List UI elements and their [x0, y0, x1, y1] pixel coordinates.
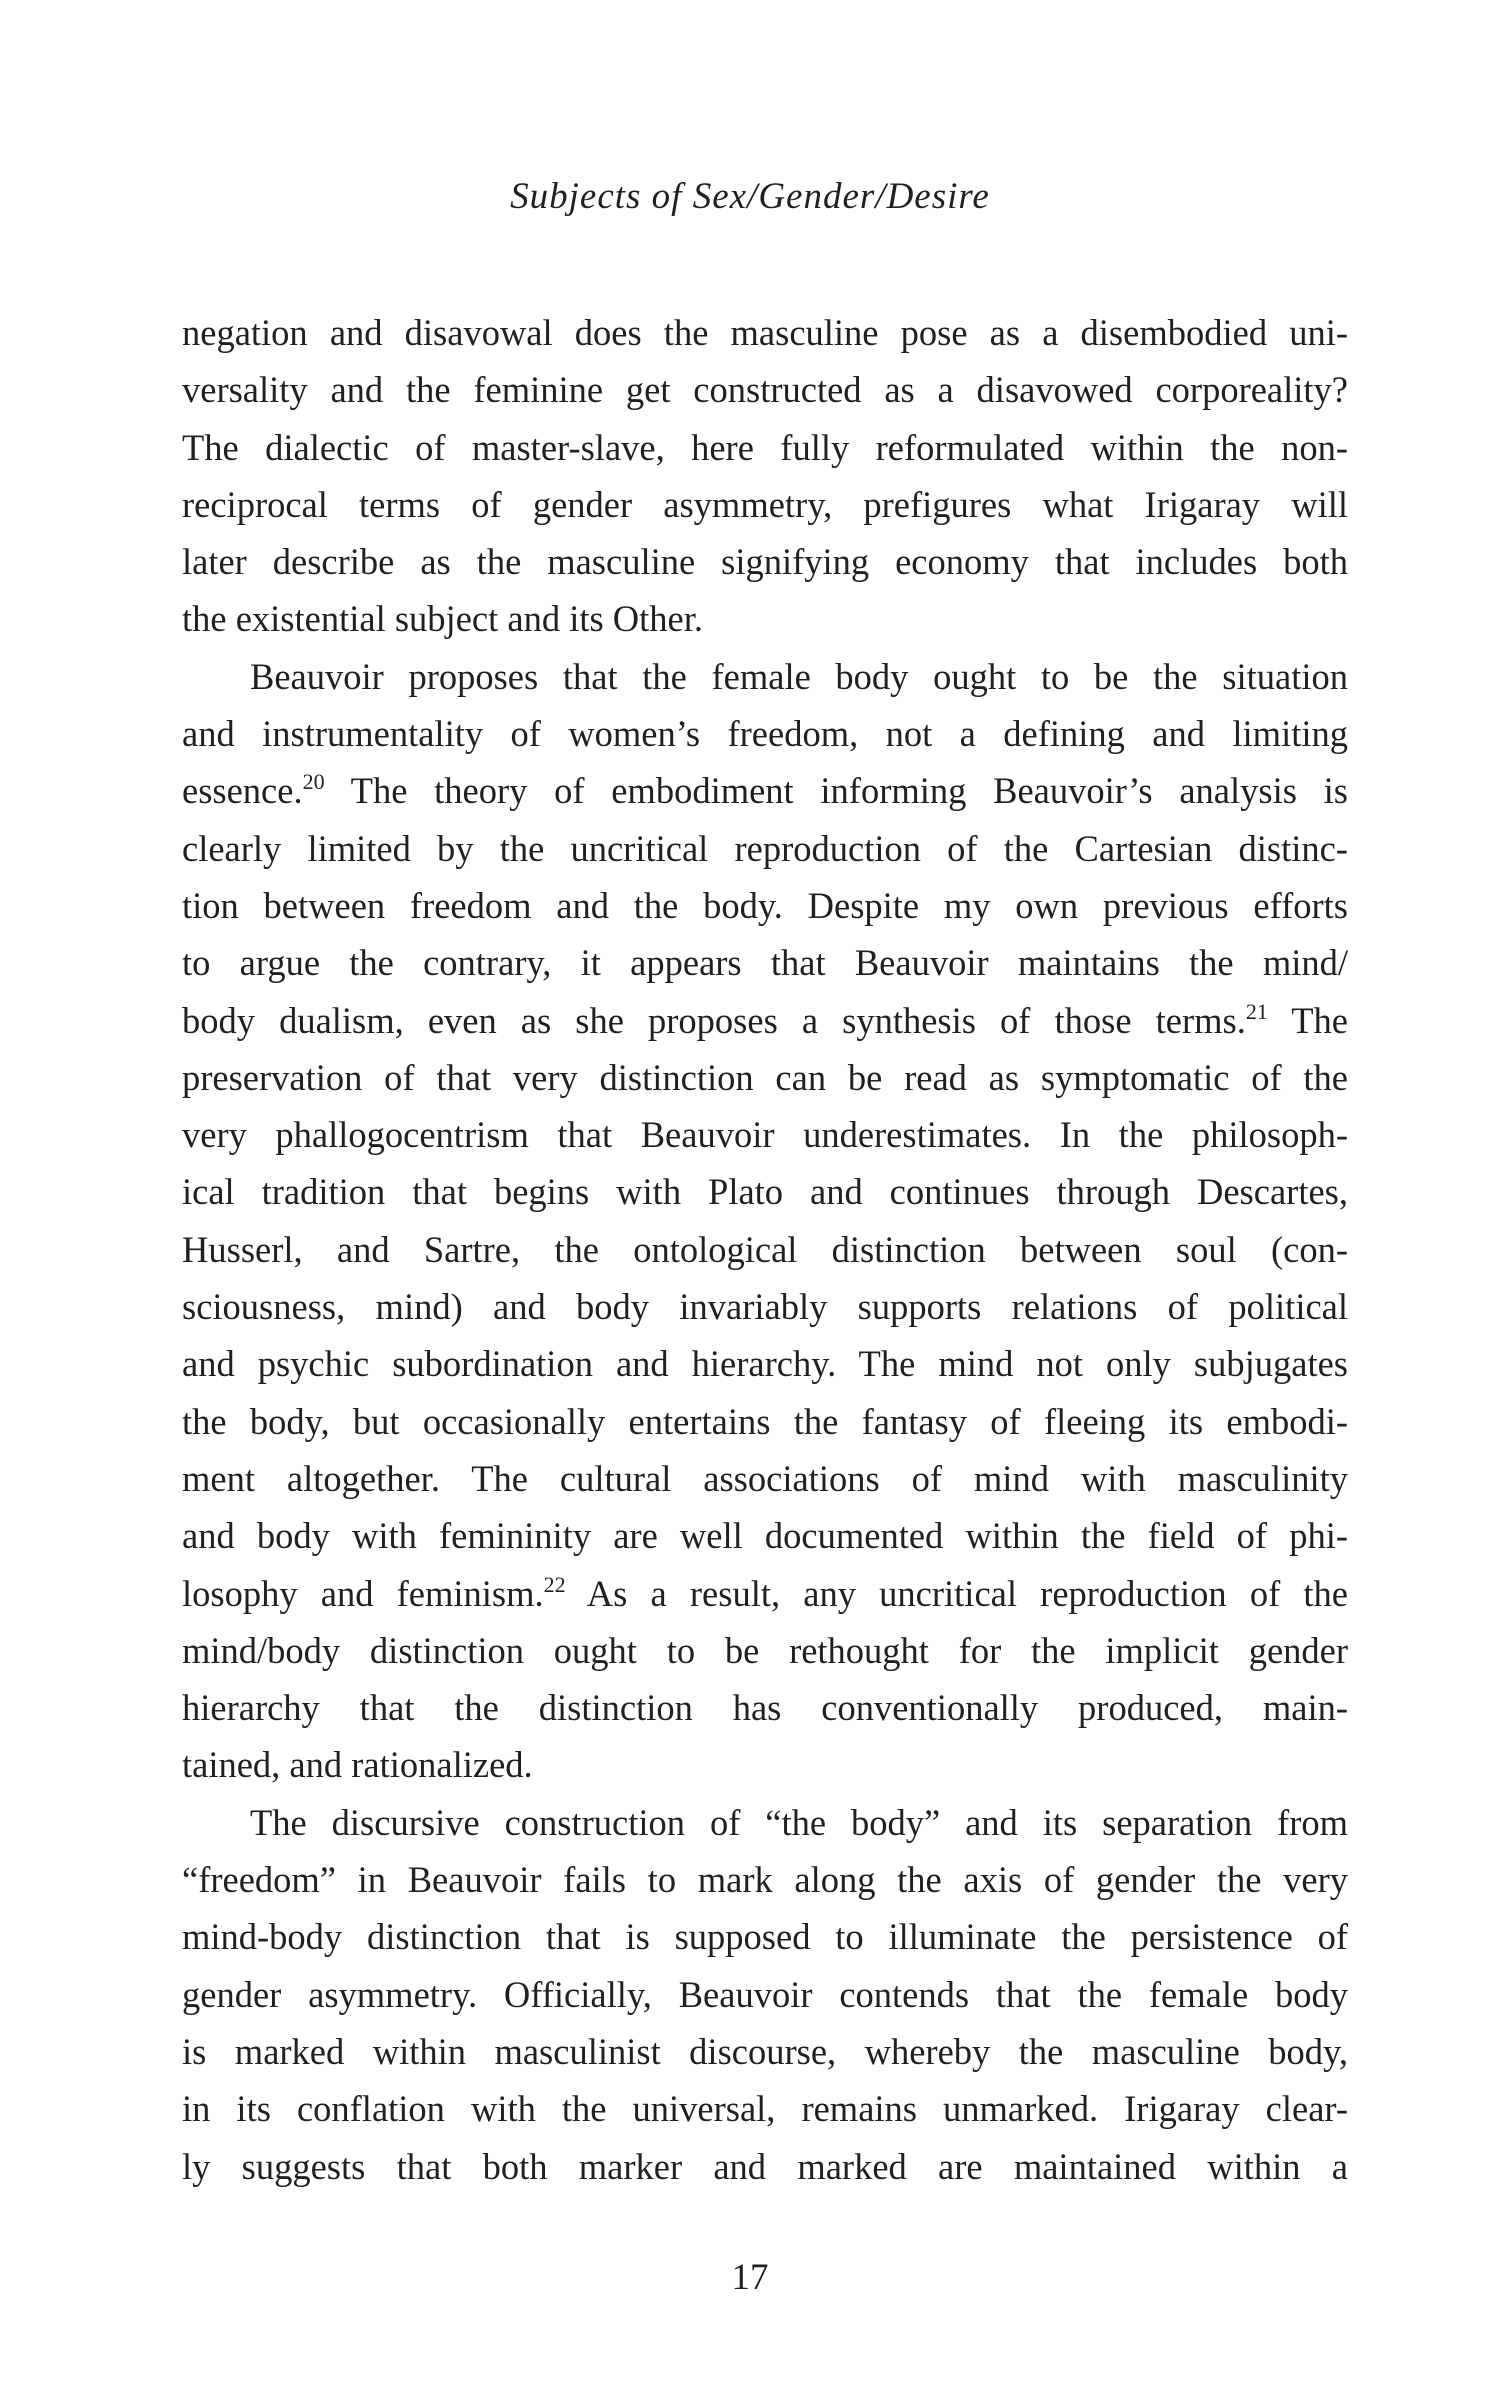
text-line: very phallogocentrism that Beauvoir underestimates. In the philosoph-: [182, 1114, 1348, 1156]
running-head: Subjects of Sex/Gender/Desire: [510, 176, 990, 217]
text-line: “freedom” in Beauvoir fails to mark along the axis of gender the very: [182, 1859, 1348, 1901]
text-line: tion between freedom and the body. Despite my own previous efforts: [182, 884, 1348, 926]
text-line: preservation of that very distinction can be read as symptomatic of the: [182, 1056, 1348, 1098]
text-line: negation and disavowal does the masculine pose as a disembodied uni-: [182, 312, 1348, 353]
text-line: essence.$^{20}$ The theory of embodiment informing Beauvoir’s analysis is: [182, 769, 1348, 812]
footnote-marker: 22: [543, 1571, 566, 1597]
text-line: losophy and feminism.$^{22}$ As a result, any uncritical reproduction of the: [182, 1571, 1348, 1614]
text-line: hierarchy that the distinction has conventionally produced, main-: [182, 1687, 1348, 1729]
text-line: later describe as the masculine signifying economy that includes both: [182, 541, 1348, 583]
paragraph: [182, 1794, 1348, 2195]
page-number: 17: [731, 2257, 769, 2298]
text-line: is marked within masculinist discourse, whereby the masculine body,: [182, 2030, 1348, 2072]
text-line: mind-body distinction that is supposed to illuminate the persistence of: [182, 1916, 1348, 1958]
footnote-marker: 21: [1245, 998, 1268, 1024]
text-line: ly suggests that both marker and marked are maintained within a: [182, 2145, 1348, 2187]
text-line: and instrumentality of women’s freedom, not a defining and limiting: [182, 713, 1348, 755]
text-line: Husserl, and Sartre, the ontological distinction between soul (con-: [182, 1228, 1348, 1270]
text-line: clearly limited by the uncritical reproduction of the Cartesian distinc-: [182, 827, 1348, 869]
text-line: The discursive construction of “the body” and its separation from: [250, 1801, 1348, 1843]
text-line: and body with femininity are well documented within the field of phi-: [182, 1515, 1348, 1557]
text-line: gender asymmetry. Officially, Beauvoir contends that the female body: [182, 1973, 1348, 2015]
text-line: Beauvoir proposes that the female body ought to be the situation: [250, 655, 1348, 697]
text-line: The dialectic of master-slave, here fully reformulated within the non-: [182, 426, 1348, 468]
text-line: the body, but occasionally entertains the fantasy of fleeing its embodi-: [182, 1400, 1348, 1442]
paragraph: [182, 304, 1348, 648]
text-line: body dualism, even as she proposes a synthesis of those terms.$^{21}$ The: [182, 998, 1349, 1041]
text-line: and psychic subordination and hierarchy. The mind not only subjugates: [182, 1343, 1348, 1385]
text-line: ment altogether. The cultural associations of mind with masculinity: [182, 1457, 1348, 1499]
footnote-marker: 20: [302, 769, 325, 795]
text-line: the existential subject and its Other.: [182, 598, 704, 640]
text-line: to argue the contrary, it appears that Beauvoir maintains the mind/: [182, 942, 1348, 984]
text-line: mind/body distinction ought to be rethought for the implicit gender: [182, 1629, 1348, 1671]
text-line: versality and the feminine get constructed as a disavowed corporeality?: [182, 369, 1348, 411]
text-line: reciprocal terms of gender asymmetry, prefigures what Irigaray will: [182, 483, 1348, 525]
paragraph: [182, 648, 1348, 1794]
body-text: [182, 304, 1348, 2195]
text-line: in its conflation with the universal, remains unmarked. Irigaray clear-: [182, 2088, 1348, 2130]
text-line: tained, and rationalized.: [182, 1744, 533, 1786]
text-line: ical tradition that begins with Plato and continues through Descartes,: [182, 1171, 1348, 1213]
text-line: sciousness, mind) and body invariably supports relations of political: [182, 1286, 1348, 1328]
